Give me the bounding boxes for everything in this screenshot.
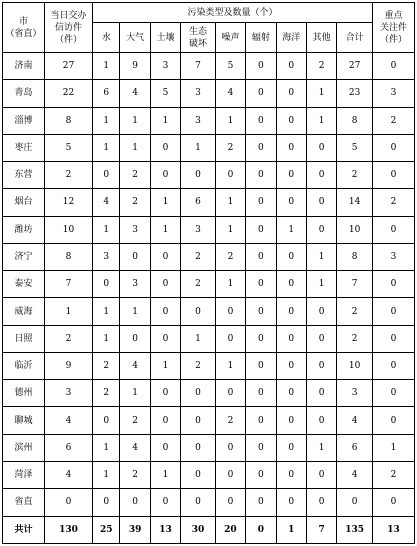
value-cell: 1 — [372, 434, 414, 461]
value-cell: 1 — [306, 80, 336, 107]
value-cell: 0 — [372, 380, 414, 407]
value-cell: 3 — [372, 243, 414, 270]
value-cell: 5 — [150, 80, 180, 107]
value-cell: 0 — [181, 407, 216, 434]
value-cell: 2 — [44, 325, 92, 352]
value-cell: 2 — [181, 243, 216, 270]
value-cell: 0 — [150, 162, 180, 189]
table-row — [3, 53, 415, 80]
value-cell: 0 — [372, 271, 414, 298]
value-cell: 0 — [181, 380, 216, 407]
value-cell: 2 — [215, 407, 245, 434]
table-row — [3, 407, 415, 434]
value-cell: 1 — [120, 134, 150, 161]
value-cell: 1 — [306, 107, 336, 134]
value-cell: 3 — [372, 80, 414, 107]
type-header-water-line1: 水 — [101, 32, 111, 43]
value-cell: 0 — [276, 434, 306, 461]
value-cell: 0 — [246, 489, 276, 516]
value-cell: 0 — [276, 489, 306, 516]
table-body — [3, 53, 415, 544]
value-cell: 0 — [372, 134, 414, 161]
value-cell: 0 — [337, 489, 373, 516]
table-row — [3, 325, 415, 352]
value-cell: 0 — [276, 380, 306, 407]
value-cell: 0 — [306, 380, 336, 407]
table-row — [3, 134, 415, 161]
value-cell: 1 — [150, 352, 180, 379]
value-cell: 9 — [44, 352, 92, 379]
value-cell: 3 — [93, 243, 120, 270]
header-row-top — [3, 3, 415, 23]
value-cell: 2 — [181, 352, 216, 379]
table-row — [3, 489, 415, 516]
value-cell: 1 — [150, 216, 180, 243]
value-cell: 0 — [181, 489, 216, 516]
value-cell: 0 — [306, 216, 336, 243]
value-cell: 0 — [246, 80, 276, 107]
value-cell: 0 — [150, 243, 180, 270]
value-cell: 0 — [150, 434, 180, 461]
value-cell: 2 — [215, 134, 245, 161]
city-cell: 济南 — [3, 53, 45, 80]
value-cell: 4 — [120, 352, 150, 379]
value-cell: 39 — [120, 516, 150, 543]
value-cell: 3 — [181, 216, 216, 243]
value-cell: 0 — [306, 298, 336, 325]
city-cell: 滨州 — [3, 434, 45, 461]
city-cell: 省直 — [3, 489, 45, 516]
value-cell: 10 — [337, 216, 373, 243]
city-cell: 菏泽 — [3, 461, 45, 488]
type-header-air-line1: 大气 — [126, 32, 145, 43]
value-cell: 25 — [93, 516, 120, 543]
value-cell: 8 — [337, 107, 373, 134]
value-cell: 6 — [181, 189, 216, 216]
table-row — [3, 189, 415, 216]
value-cell: 2 — [93, 380, 120, 407]
value-cell: 3 — [181, 107, 216, 134]
value-cell: 0 — [246, 243, 276, 270]
daily-header-line3: （件） — [55, 34, 83, 45]
value-cell: 1 — [93, 134, 120, 161]
value-cell: 1 — [93, 434, 120, 461]
value-cell: 0 — [181, 298, 216, 325]
value-cell: 0 — [215, 380, 245, 407]
value-cell: 0 — [276, 243, 306, 270]
value-cell: 2 — [337, 298, 373, 325]
value-cell: 0 — [276, 298, 306, 325]
city-cell: 济宁 — [3, 243, 45, 270]
value-cell: 1 — [306, 243, 336, 270]
value-cell: 0 — [246, 216, 276, 243]
value-cell: 0 — [150, 325, 180, 352]
value-cell: 0 — [276, 352, 306, 379]
city-header-line1: 市 — [18, 16, 28, 27]
value-cell: 0 — [150, 298, 180, 325]
value-cell: 135 — [337, 516, 373, 543]
value-cell: 0 — [150, 271, 180, 298]
value-cell: 0 — [276, 134, 306, 161]
value-cell: 2 — [215, 243, 245, 270]
value-cell: 8 — [44, 107, 92, 134]
value-cell: 1 — [215, 107, 245, 134]
type-header-radiation-line1: 辐射 — [251, 32, 270, 43]
value-cell: 0 — [276, 407, 306, 434]
value-cell: 3 — [44, 380, 92, 407]
value-cell: 0 — [372, 352, 414, 379]
value-cell: 0 — [246, 516, 276, 543]
value-cell: 0 — [120, 325, 150, 352]
value-cell: 22 — [44, 80, 92, 107]
table-row — [3, 243, 415, 270]
value-cell: 2 — [120, 407, 150, 434]
daily-header-line2: 信访件 — [55, 22, 83, 33]
value-cell: 3 — [120, 216, 150, 243]
value-cell: 0 — [372, 53, 414, 80]
value-cell: 0 — [276, 189, 306, 216]
value-cell: 2 — [372, 107, 414, 134]
value-cell: 0 — [150, 489, 180, 516]
value-cell: 1 — [276, 216, 306, 243]
value-cell: 0 — [215, 489, 245, 516]
value-cell: 0 — [276, 325, 306, 352]
value-cell: 3 — [181, 80, 216, 107]
value-cell: 0 — [246, 134, 276, 161]
value-cell: 0 — [372, 298, 414, 325]
key-attention-header — [372, 3, 414, 53]
value-cell: 0 — [306, 134, 336, 161]
value-cell: 0 — [276, 107, 306, 134]
type-header-subtotal — [337, 23, 373, 53]
value-cell: 1 — [215, 216, 245, 243]
value-cell: 5 — [337, 134, 373, 161]
value-cell: 4 — [93, 189, 120, 216]
value-cell: 2 — [120, 162, 150, 189]
value-cell: 0 — [181, 434, 216, 461]
value-cell: 0 — [246, 380, 276, 407]
value-cell: 6 — [44, 434, 92, 461]
value-cell: 0 — [276, 162, 306, 189]
value-cell: 0 — [120, 243, 150, 270]
city-cell: 东营 — [3, 162, 45, 189]
daily-header-line1: 当日交办 — [50, 10, 87, 21]
value-cell: 2 — [120, 461, 150, 488]
value-cell: 2 — [181, 271, 216, 298]
value-cell: 1 — [215, 352, 245, 379]
value-cell: 2 — [120, 189, 150, 216]
table-row — [3, 298, 415, 325]
value-cell: 0 — [246, 325, 276, 352]
type-header-radiation — [246, 23, 276, 53]
value-cell: 7 — [181, 53, 216, 80]
value-cell: 1 — [120, 380, 150, 407]
value-cell: 0 — [246, 162, 276, 189]
value-cell: 14 — [337, 189, 373, 216]
value-cell: 0 — [306, 162, 336, 189]
table-row — [3, 380, 415, 407]
value-cell: 4 — [337, 407, 373, 434]
value-cell: 0 — [93, 271, 120, 298]
key-header-line1: 重点 — [384, 10, 403, 21]
value-cell: 27 — [337, 53, 373, 80]
type-header-soil — [150, 23, 180, 53]
value-cell: 0 — [246, 407, 276, 434]
value-cell: 1 — [93, 216, 120, 243]
table-row — [3, 216, 415, 243]
value-cell: 2 — [372, 189, 414, 216]
pollution-type-group-header: 污染类型及数量（个） — [93, 3, 373, 23]
value-cell: 0 — [150, 380, 180, 407]
value-cell: 0 — [306, 461, 336, 488]
type-header-ocean — [276, 23, 306, 53]
value-cell: 2 — [337, 325, 373, 352]
value-cell: 0 — [215, 298, 245, 325]
value-cell: 1 — [306, 271, 336, 298]
value-cell: 1 — [120, 298, 150, 325]
value-cell: 1 — [150, 189, 180, 216]
value-cell: 0 — [306, 352, 336, 379]
value-cell: 0 — [306, 325, 336, 352]
value-cell: 10 — [337, 352, 373, 379]
type-header-other — [306, 23, 336, 53]
city-cell: 枣庄 — [3, 134, 45, 161]
value-cell: 7 — [44, 271, 92, 298]
value-cell: 10 — [44, 216, 92, 243]
city-header — [3, 3, 45, 53]
value-cell: 0 — [215, 325, 245, 352]
value-cell: 5 — [44, 134, 92, 161]
value-cell: 0 — [276, 461, 306, 488]
value-cell: 4 — [44, 407, 92, 434]
value-cell: 4 — [337, 461, 373, 488]
value-cell: 12 — [44, 189, 92, 216]
type-header-other-line1: 其他 — [312, 32, 331, 43]
table-row — [3, 271, 415, 298]
value-cell: 0 — [246, 53, 276, 80]
value-cell: 0 — [246, 434, 276, 461]
value-cell: 0 — [246, 107, 276, 134]
value-cell: 1 — [93, 461, 120, 488]
table-row — [3, 434, 415, 461]
value-cell: 4 — [44, 461, 92, 488]
value-cell: 0 — [372, 162, 414, 189]
value-cell: 0 — [246, 298, 276, 325]
value-cell: 0 — [246, 189, 276, 216]
total-row — [3, 516, 415, 543]
daily-complaints-header — [44, 3, 92, 53]
value-cell: 4 — [120, 434, 150, 461]
value-cell: 1 — [306, 434, 336, 461]
value-cell: 8 — [44, 243, 92, 270]
city-cell: 聊城 — [3, 407, 45, 434]
value-cell: 0 — [306, 489, 336, 516]
type-header-ecology-line1: 生态 — [188, 26, 207, 37]
value-cell: 2 — [93, 352, 120, 379]
value-cell: 0 — [246, 461, 276, 488]
value-cell: 0 — [276, 80, 306, 107]
value-cell: 0 — [372, 216, 414, 243]
value-cell: 0 — [215, 162, 245, 189]
value-cell: 1 — [150, 461, 180, 488]
value-cell: 0 — [181, 162, 216, 189]
value-cell: 0 — [44, 489, 92, 516]
city-cell: 共计 — [3, 516, 45, 543]
value-cell: 1 — [276, 516, 306, 543]
type-header-soil-line1: 土壤 — [156, 32, 175, 43]
type-header-air — [120, 23, 150, 53]
value-cell: 2 — [372, 461, 414, 488]
value-cell: 30 — [181, 516, 216, 543]
table-row — [3, 107, 415, 134]
value-cell: 1 — [181, 325, 216, 352]
value-cell: 4 — [215, 80, 245, 107]
value-cell: 13 — [150, 516, 180, 543]
value-cell: 0 — [93, 489, 120, 516]
type-header-ocean-line1: 海洋 — [282, 32, 301, 43]
value-cell: 9 — [120, 53, 150, 80]
value-cell: 5 — [215, 53, 245, 80]
value-cell: 0 — [150, 407, 180, 434]
type-header-ecology — [181, 23, 216, 53]
value-cell: 0 — [372, 407, 414, 434]
value-cell: 0 — [306, 407, 336, 434]
type-header-water — [93, 23, 120, 53]
value-cell: 1 — [93, 298, 120, 325]
value-cell: 0 — [120, 489, 150, 516]
value-cell: 2 — [337, 162, 373, 189]
key-header-line3: （件） — [379, 34, 407, 45]
city-cell: 威海 — [3, 298, 45, 325]
value-cell: 0 — [246, 352, 276, 379]
city-header-line2: （省直） — [5, 28, 42, 39]
value-cell: 0 — [276, 271, 306, 298]
pollution-complaint-table — [2, 2, 415, 544]
value-cell: 0 — [181, 461, 216, 488]
value-cell: 0 — [93, 162, 120, 189]
city-cell: 潍坊 — [3, 216, 45, 243]
value-cell: 3 — [150, 53, 180, 80]
table-row — [3, 162, 415, 189]
table-row — [3, 352, 415, 379]
value-cell: 3 — [120, 271, 150, 298]
value-cell: 13 — [372, 516, 414, 543]
value-cell: 1 — [93, 325, 120, 352]
value-cell: 7 — [337, 271, 373, 298]
city-cell: 临沂 — [3, 352, 45, 379]
value-cell: 1 — [120, 107, 150, 134]
value-cell: 0 — [372, 325, 414, 352]
table-row — [3, 80, 415, 107]
value-cell: 2 — [306, 53, 336, 80]
city-cell: 淄博 — [3, 107, 45, 134]
type-header-subtotal-line1: 合计 — [345, 32, 364, 43]
value-cell: 0 — [372, 489, 414, 516]
value-cell: 6 — [93, 80, 120, 107]
value-cell: 3 — [337, 380, 373, 407]
value-cell: 8 — [337, 243, 373, 270]
table-row — [3, 461, 415, 488]
value-cell: 1 — [215, 271, 245, 298]
value-cell: 1 — [181, 134, 216, 161]
value-cell: 1 — [93, 107, 120, 134]
value-cell: 7 — [306, 516, 336, 543]
key-header-line2: 关注件 — [379, 22, 407, 33]
value-cell: 1 — [215, 189, 245, 216]
value-cell: 4 — [120, 80, 150, 107]
city-cell: 青岛 — [3, 80, 45, 107]
city-cell: 日照 — [3, 325, 45, 352]
city-cell: 泰安 — [3, 271, 45, 298]
value-cell: 20 — [215, 516, 245, 543]
city-cell: 烟台 — [3, 189, 45, 216]
value-cell: 23 — [337, 80, 373, 107]
value-cell: 0 — [150, 134, 180, 161]
value-cell: 0 — [215, 461, 245, 488]
value-cell: 130 — [44, 516, 92, 543]
type-header-noise-line1: 噪声 — [221, 32, 240, 43]
type-header-noise — [215, 23, 245, 53]
value-cell: 0 — [93, 407, 120, 434]
value-cell: 1 — [44, 298, 92, 325]
type-header-ecology-line2: 破坏 — [188, 38, 207, 49]
value-cell: 6 — [337, 434, 373, 461]
value-cell: 27 — [44, 53, 92, 80]
value-cell: 0 — [276, 53, 306, 80]
value-cell: 1 — [150, 107, 180, 134]
value-cell: 0 — [246, 271, 276, 298]
value-cell: 0 — [306, 189, 336, 216]
value-cell: 0 — [215, 434, 245, 461]
city-cell: 德州 — [3, 380, 45, 407]
value-cell: 1 — [93, 53, 120, 80]
value-cell: 2 — [44, 162, 92, 189]
